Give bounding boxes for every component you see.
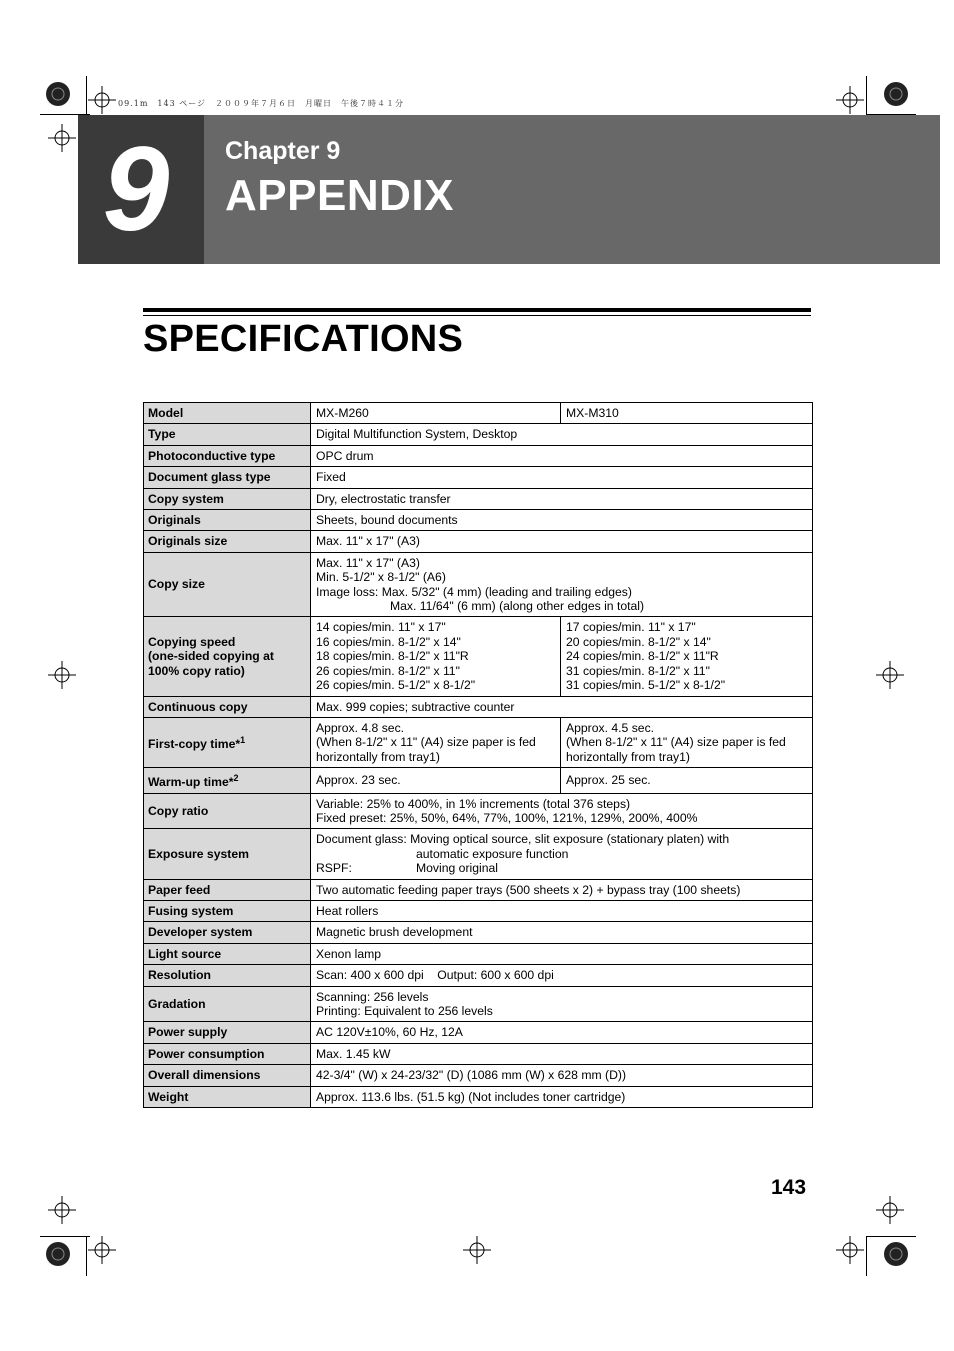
spec-label: Paper feed: [144, 879, 311, 900]
table-row: [144, 403, 813, 424]
spec-label: Power supply: [144, 1022, 311, 1043]
spec-label: [144, 617, 311, 696]
spec-line: 26 copies/min. 8-1/2" x 11": [316, 663, 460, 678]
spec-line: 16 copies/min. 8-1/2" x 14": [316, 634, 461, 649]
spec-label-text: First-copy time*: [148, 737, 241, 752]
spec-line: Variable: 25% to 400%, in 1% increments (total 376 steps): [316, 796, 631, 811]
spec-label-line: (one-sided copying at: [148, 649, 274, 664]
table-row: [144, 467, 813, 488]
spec-label: Model: [144, 403, 311, 424]
section-rule-thin: [143, 315, 811, 316]
chapter-label: Chapter 9: [225, 137, 341, 165]
spec-value: Two automatic feeding paper trays (500 sheets x 2) + bypass tray (100 sheets): [311, 879, 813, 900]
spec-label: Gradation: [144, 986, 311, 1022]
table-row: [144, 445, 813, 466]
spec-label: Fusing system: [144, 901, 311, 922]
spec-line: Min. 5-1/2" x 8-1/2" (A6): [316, 570, 446, 585]
table-row: [144, 424, 813, 445]
spec-label: Originals size: [144, 531, 311, 552]
table-row: [144, 793, 813, 829]
spec-label-line: 100% copy ratio): [148, 663, 245, 678]
table-row: [144, 717, 813, 767]
spec-label: Weight: [144, 1086, 311, 1107]
registration-mark-icon: [44, 80, 72, 108]
spec-line: 31 copies/min. 5-1/2" x 8-1/2": [566, 678, 726, 693]
crosshair-mark-icon: [876, 1196, 904, 1224]
spec-line: Document glass: Moving optical source, slit exposure (stationary platen) with: [316, 832, 730, 847]
crop-mark: [86, 1236, 87, 1276]
registration-mark-icon: [44, 1240, 72, 1268]
crosshair-mark-icon: [48, 124, 76, 152]
spec-value: Approx. 113.6 lbs. (51.5 kg) (Not includes toner cartridge): [311, 1086, 813, 1107]
print-header: 09.1m 143 ページ ２００９年７月６日 月曜日 午後７時４１分: [118, 99, 405, 108]
spec-label: [144, 717, 311, 767]
crop-mark: [866, 1236, 916, 1237]
spec-line: [316, 861, 807, 875]
spec-value: Xenon lamp: [311, 943, 813, 964]
spec-value: [311, 717, 561, 767]
spec-line: (When 8-1/2" x 11" (A4) size paper is fed: [316, 735, 536, 750]
spec-value: Max. 999 copies; subtractive counter: [311, 696, 813, 717]
spec-value: [561, 617, 813, 696]
crop-mark: [866, 1236, 867, 1276]
footnote-ref: 1: [240, 735, 246, 746]
spec-label: Light source: [144, 943, 311, 964]
spec-line: automatic exposure function: [416, 846, 569, 861]
spec-line: (When 8-1/2" x 11" (A4) size paper is fed: [566, 735, 786, 750]
table-row: [144, 965, 813, 986]
spec-value: AC 120V±10%, 60 Hz, 12A: [311, 1022, 813, 1043]
spec-value: [311, 793, 813, 829]
spec-line: Approx. 4.5 sec.: [566, 720, 655, 735]
spec-line: Approx. 4.8 sec.: [316, 720, 405, 735]
spec-value: MX-M260: [311, 403, 561, 424]
table-row: [144, 768, 813, 793]
spec-value: Scan: 400 x 600 dpi Output: 600 x 600 dpi: [311, 965, 813, 986]
spec-value: [561, 717, 813, 767]
spec-value: [311, 617, 561, 696]
spec-label: Overall dimensions: [144, 1065, 311, 1086]
spec-label: Type: [144, 424, 311, 445]
spec-value: Max. 11" x 17" (A3): [311, 531, 813, 552]
spec-label: Originals: [144, 510, 311, 531]
spec-line: horizontally from tray1): [316, 749, 440, 764]
chapter-banner: [78, 115, 940, 264]
spec-value: OPC drum: [311, 445, 813, 466]
registration-mark-icon: [882, 1240, 910, 1268]
crop-mark: [40, 1236, 90, 1237]
table-row: [144, 901, 813, 922]
spec-label: Copy size: [144, 552, 311, 617]
spec-label: Power consumption: [144, 1043, 311, 1064]
spec-label: Photoconductive type: [144, 445, 311, 466]
spec-label: [144, 768, 311, 793]
spec-label-text: Warm-up time*: [148, 775, 234, 790]
spec-line: Image loss: Max. 5/32" (4 mm) (leading and trailing edges): [316, 584, 632, 599]
spec-line: 20 copies/min. 8-1/2" x 14": [566, 634, 711, 649]
spec-label: Document glass type: [144, 467, 311, 488]
table-row: [144, 1065, 813, 1086]
section-title: SPECIFICATIONS: [143, 318, 464, 360]
spec-line: Scanning: 256 levels: [316, 989, 429, 1004]
crosshair-mark-icon: [876, 661, 904, 689]
spec-line: horizontally from tray1): [566, 749, 690, 764]
spec-value: Approx. 25 sec.: [561, 768, 813, 793]
crosshair-mark-icon: [463, 1236, 491, 1264]
table-row: [144, 922, 813, 943]
spec-label: Copy system: [144, 488, 311, 509]
crosshair-mark-icon: [836, 1236, 864, 1264]
spec-value: [311, 829, 813, 879]
spec-value: [311, 552, 813, 617]
rspf-label: RSPF:: [316, 861, 352, 876]
table-row: [144, 696, 813, 717]
table-row: [144, 617, 813, 696]
spec-value: Fixed: [311, 467, 813, 488]
crosshair-mark-icon: [88, 1236, 116, 1264]
spec-line: 24 copies/min. 8-1/2" x 11"R: [566, 649, 719, 664]
table-row: [144, 829, 813, 879]
spec-value: MX-M310: [561, 403, 813, 424]
spec-label: Exposure system: [144, 829, 311, 879]
spec-label: Copy ratio: [144, 793, 311, 829]
spec-label-line: Copying speed: [148, 634, 236, 649]
table-row: [144, 879, 813, 900]
spec-line: 14 copies/min. 11" x 17": [316, 620, 446, 635]
spec-line: Max. 11/64" (6 mm) (along other edges in total): [390, 599, 645, 614]
spec-line: Fixed preset: 25%, 50%, 64%, 77%, 100%, 121%, 129%, 200%, 400%: [316, 811, 698, 825]
table-row: [144, 1022, 813, 1043]
table-row: [144, 1043, 813, 1064]
chapter-title: APPENDIX: [225, 171, 454, 220]
crosshair-mark-icon: [48, 1196, 76, 1224]
spec-label: Resolution: [144, 965, 311, 986]
spec-value: Approx. 23 sec.: [311, 768, 561, 793]
spec-line: 26 copies/min. 5-1/2" x 8-1/2": [316, 678, 476, 693]
spec-value: Heat rollers: [311, 901, 813, 922]
footnote-ref: 2: [233, 773, 239, 784]
spec-value: Digital Multifunction System, Desktop: [311, 424, 813, 445]
spec-label: Continuous copy: [144, 696, 311, 717]
table-row: [144, 552, 813, 617]
crosshair-mark-icon: [48, 661, 76, 689]
spec-value: 42-3/4" (W) x 24-23/32" (D) (1086 mm (W) x 628 mm (D)): [311, 1065, 813, 1086]
spec-label: Developer system: [144, 922, 311, 943]
spec-line: 31 copies/min. 8-1/2" x 11": [566, 663, 710, 678]
section-rule: [143, 308, 811, 312]
spec-line: 17 copies/min. 11" x 17": [566, 620, 696, 635]
table-row: [144, 488, 813, 509]
spec-line: Printing: Equivalent to 256 levels: [316, 1004, 493, 1019]
rspf-value: Moving original: [416, 861, 498, 876]
crosshair-mark-icon: [88, 86, 116, 114]
spec-line: 18 copies/min. 8-1/2" x 11"R: [316, 649, 469, 664]
spec-value: Dry, electrostatic transfer: [311, 488, 813, 509]
spec-value: Sheets, bound documents: [311, 510, 813, 531]
spec-value: Magnetic brush development: [311, 922, 813, 943]
page-number: 143: [771, 1176, 807, 1199]
table-row: [144, 986, 813, 1022]
registration-mark-icon: [882, 80, 910, 108]
chapter-number: 9: [78, 115, 204, 264]
spec-line: Max. 11" x 17" (A3): [316, 555, 420, 570]
table-row: [144, 531, 813, 552]
spec-value: Max. 1.45 kW: [311, 1043, 813, 1064]
table-row: [144, 943, 813, 964]
specifications-table: [143, 402, 813, 1108]
crosshair-mark-icon: [836, 86, 864, 114]
spec-value: [311, 986, 813, 1022]
table-row: [144, 510, 813, 531]
table-row: [144, 1086, 813, 1107]
